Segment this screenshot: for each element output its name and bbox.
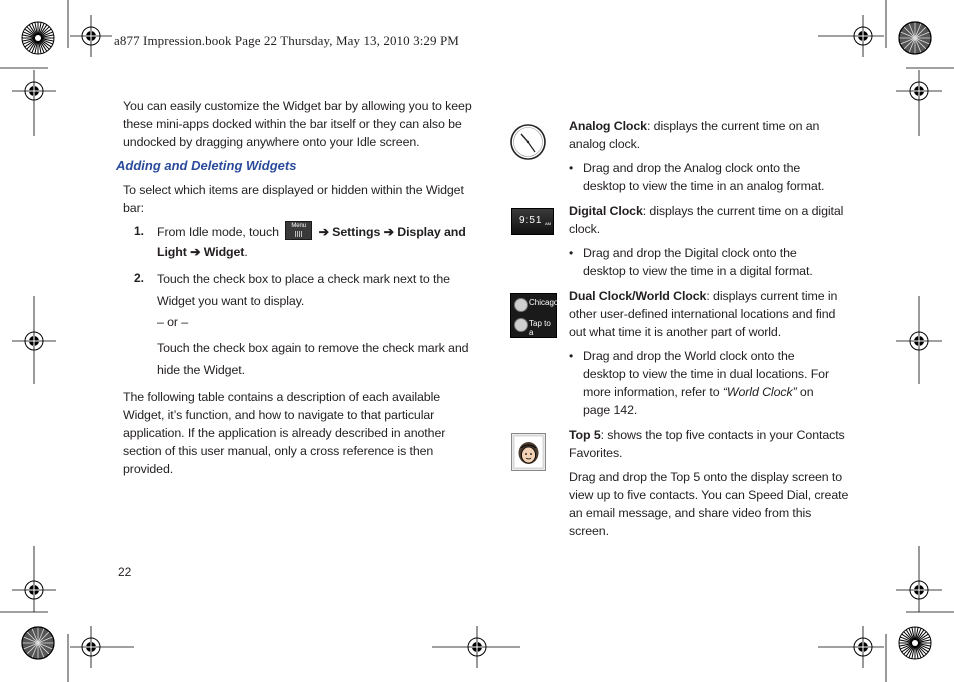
or-separator: – or – [157, 315, 189, 329]
print-header: a877 Impression.book Page 22 Thursday, May 13, 2010 3:29 PM [114, 33, 459, 48]
page-number: 22 [118, 565, 132, 579]
menu-key-icon: Menu [285, 221, 312, 240]
intro-line: these mini-apps docked within the bar itself or they can also be [123, 117, 462, 131]
digital-clock-bullet: Drag and drop the Digital clock onto the desktop to view the time in a digital format. [583, 246, 813, 278]
analog-clock-bullet: Drag and drop the Analog clock onto the desktop to view the time in an analog format. [583, 161, 825, 193]
intro-line: undocked by dragging anywhere onto your Idle screen. [123, 135, 420, 149]
step-2-alt-line: hide the Widget. [157, 363, 245, 377]
bullet-icon: • [569, 349, 574, 363]
step-2-alt [157, 337, 468, 381]
step-1-prefix: From Idle mode, touch [157, 225, 279, 239]
digital-clock-icon: 9:51 AM [511, 208, 554, 235]
step-1-cont: Light ➔ Widget. [157, 245, 248, 259]
dual-clock-bullet: Drag and drop the World clock onto the desktop to view the time in dual locations. For more information, refer to “World Clock” on page 142. [583, 349, 829, 417]
step-number: 1. [134, 224, 145, 238]
dual-clock-title: Dual Clock/World Clock [569, 289, 707, 303]
top5-title: Top 5 [569, 428, 601, 442]
top5-desc: Top 5: shows the top five contacts in your Contacts Favorites. [569, 428, 845, 460]
analog-clock-title: Analog Clock [569, 119, 647, 133]
analog-clock-desc: Analog Clock: displays the current time on an analog clock. [569, 119, 820, 151]
step-1-path-end: Light ➔ Widget [157, 245, 245, 259]
select-intro [123, 181, 464, 217]
bullet-icon: • [569, 246, 574, 260]
select-intro-line: bar: [123, 201, 144, 215]
table-intro [123, 388, 445, 478]
dual-clock-desc: Dual Clock/World Clock: displays current time in other user-defined international locations and find out what time it is another part of world. [569, 289, 838, 339]
world-clock-reference: “World Clock” [722, 385, 797, 399]
step-1 [157, 221, 466, 241]
analog-clock-icon [508, 123, 548, 161]
select-intro-line: To select which items are displayed or hidden within the Widget [123, 183, 464, 197]
table-intro-line: section of this user manual, only a cross reference is then [123, 444, 434, 458]
top5-contact-icon [511, 433, 546, 471]
step-2-line: Touch the check box to place a check mark next to the [157, 272, 450, 286]
dual-clock-icon: Chicago Tap to a [510, 293, 557, 338]
digital-clock-title: Digital Clock [569, 204, 643, 218]
intro-line: You can easily customize the Widget bar by allowing you to keep [123, 99, 472, 113]
table-intro-line: provided. [123, 462, 174, 476]
step-1-path: ➔ Settings ➔ Display and [318, 225, 466, 239]
top5-paragraph: Drag and drop the Top 5 onto the display screen to view up to five contacts. You can Speed Dial, create an email message, and share video from this screen. [569, 470, 849, 538]
step-number: 2. [134, 271, 145, 285]
step-2 [157, 268, 450, 312]
table-intro-line: Widget, it’s function, and how to navigate to that particular [123, 408, 435, 422]
table-intro-line: The following table contains a description of each available [123, 390, 441, 404]
intro-paragraph [123, 97, 472, 151]
section-heading: Adding and Deleting Widgets [116, 158, 297, 173]
digital-clock-desc: Digital Clock: displays the current time on a digital clock. [569, 204, 844, 236]
bullet-icon: • [569, 161, 574, 175]
step-2-line: Widget you want to display. [157, 294, 305, 308]
step-2-alt-line: Touch the check box again to remove the check mark and [157, 341, 469, 355]
table-intro-line: application. If the application is already described in another [123, 426, 446, 440]
